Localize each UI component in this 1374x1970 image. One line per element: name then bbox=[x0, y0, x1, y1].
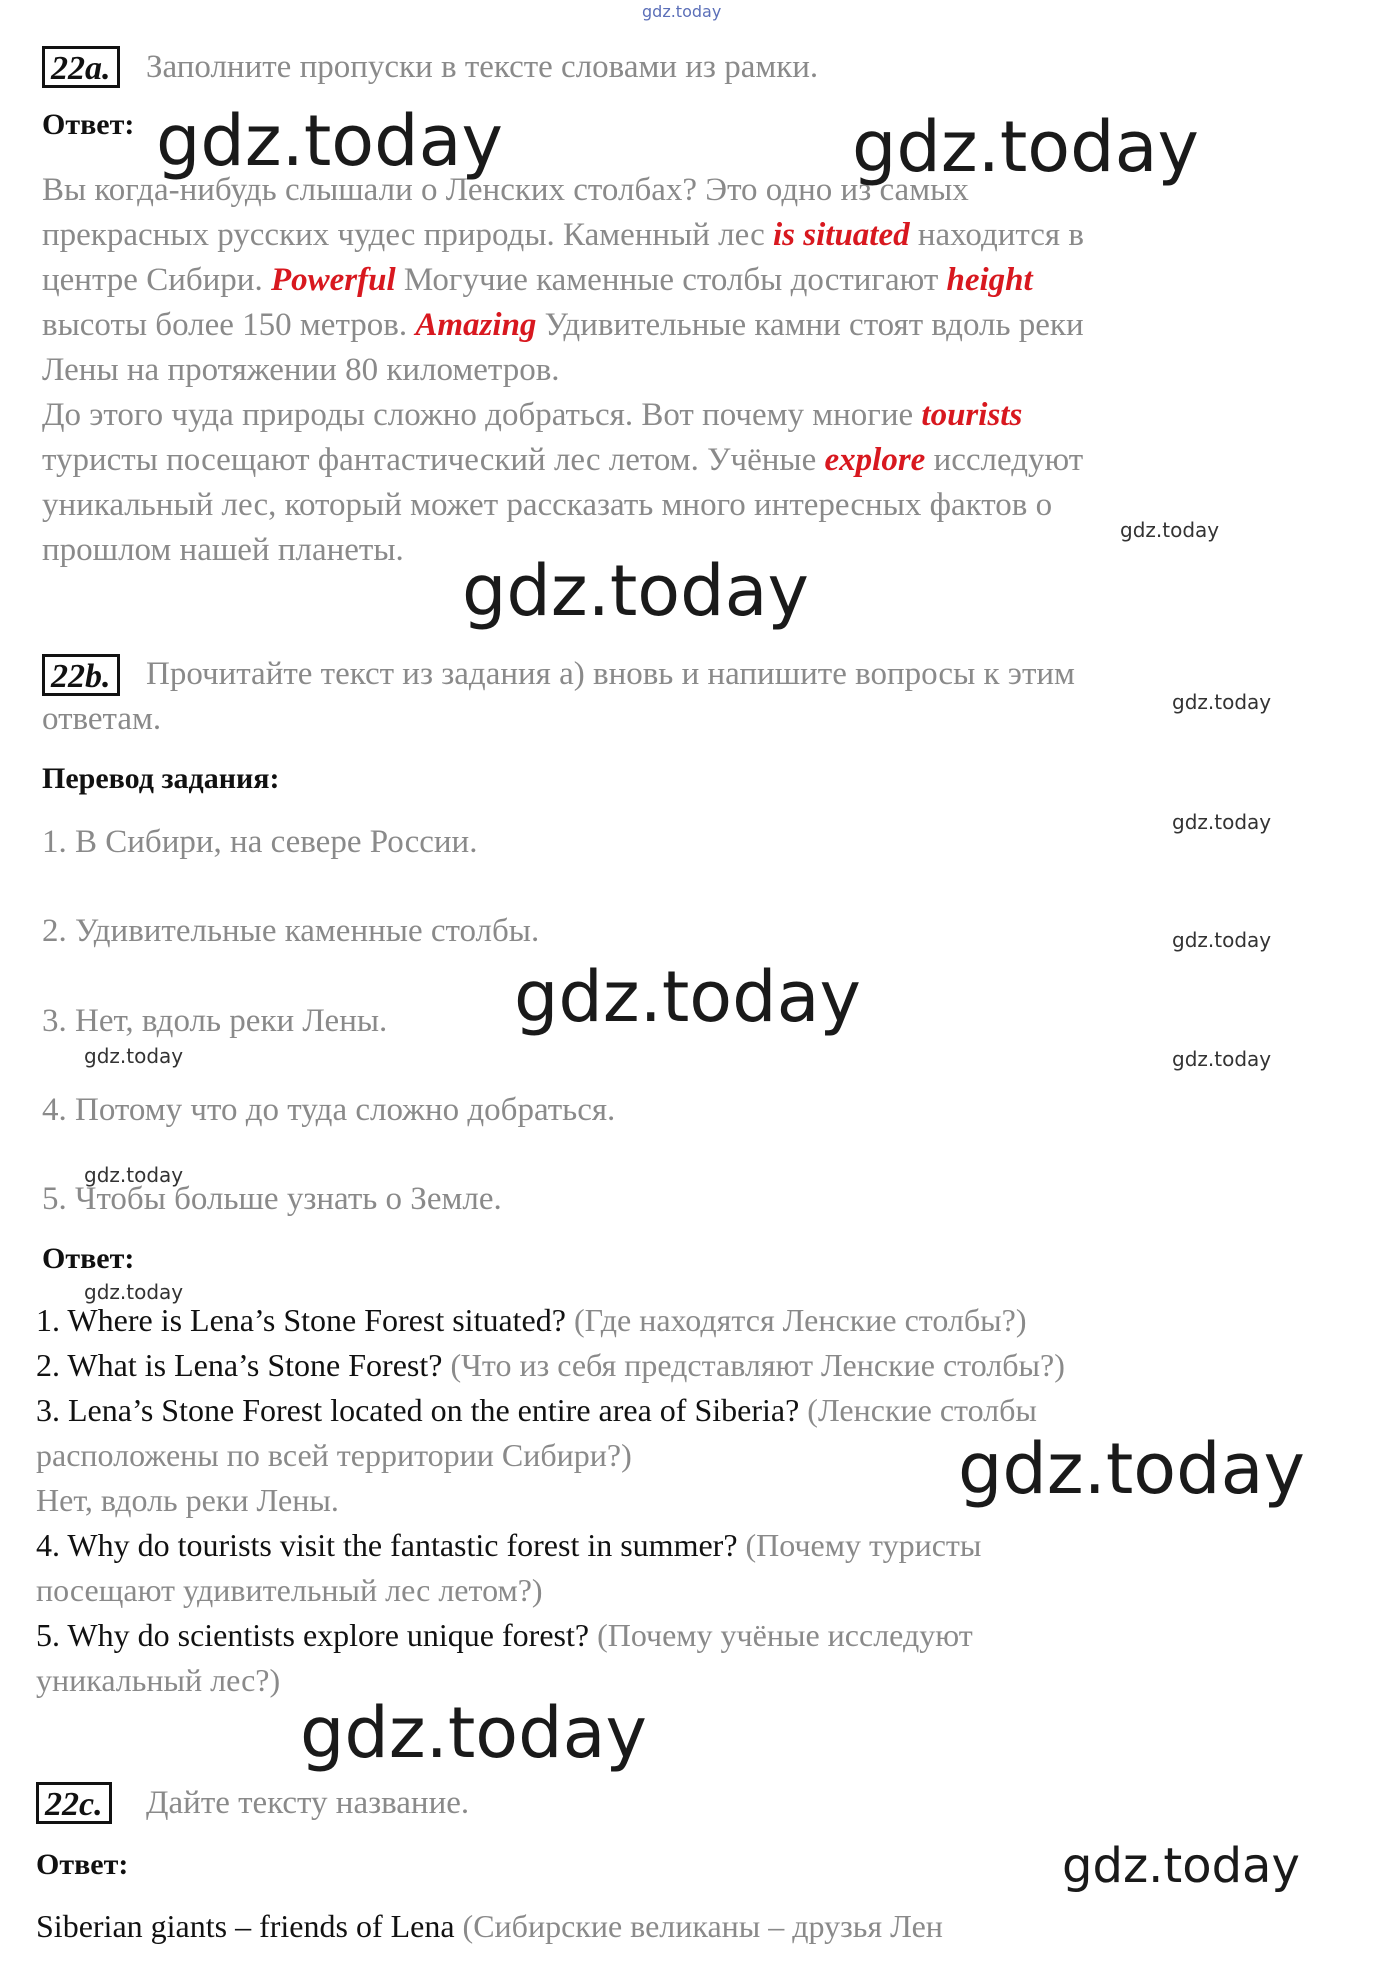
answer-line bbox=[36, 1568, 543, 1613]
watermark-large: gdz.today bbox=[1062, 1838, 1300, 1894]
watermark-small: gdz.today bbox=[1172, 928, 1272, 952]
task-22a-line bbox=[42, 303, 1084, 348]
text-segment: (Что из себя представляют Ленские столбы?) bbox=[450, 1347, 1065, 1383]
text-segment: высоты более 150 метров. bbox=[42, 307, 416, 343]
watermark-small: gdz.today bbox=[1172, 1047, 1272, 1071]
text-segment: уникальный лес, который может рассказать много интересных фактов о bbox=[42, 487, 1053, 523]
text-segment: находится в bbox=[909, 217, 1084, 253]
text-segment: посещают удивительный лес летом?) bbox=[36, 1572, 543, 1608]
text-segment: исследуют bbox=[925, 442, 1084, 478]
translation-item-2: 2. Удивительные каменные столбы. bbox=[42, 913, 540, 949]
text-segment: прошлом нашей планеты. bbox=[42, 532, 404, 568]
task-22b-instruction-line2: ответам. bbox=[42, 701, 162, 737]
top-watermark: gdz.today bbox=[642, 2, 722, 21]
text-segment: (Ленские столбы bbox=[807, 1392, 1037, 1428]
text-segment: расположены по всей территории Сибири?) bbox=[36, 1437, 632, 1473]
text-segment: прекрасных русских чудес природы. Каменный лес bbox=[42, 217, 774, 253]
text-segment: Могучие каменные столбы достигают bbox=[395, 262, 947, 298]
translation-item-4: 4. Потому что до туда сложно добраться. bbox=[42, 1092, 616, 1128]
task-22a-line bbox=[42, 348, 560, 393]
inserted-word: Powerful bbox=[270, 262, 396, 298]
translation-item-3: 3. Нет, вдоль реки Лены. bbox=[42, 1003, 388, 1039]
text-segment: 4. Why do tourists visit the fantastic forest in summer? bbox=[36, 1527, 746, 1563]
inserted-word: tourists bbox=[921, 397, 1023, 433]
watermark-large: gdz.today bbox=[156, 100, 503, 182]
text-segment: Удивительные камни стоят вдоль реки bbox=[536, 307, 1084, 343]
text-segment: 3. Lena’s Stone Forest located on the entire area of Siberia? bbox=[36, 1392, 808, 1428]
text-segment: 1. Where is Lena’s Stone Forest situated? bbox=[36, 1302, 574, 1338]
answer-line bbox=[36, 1388, 1037, 1433]
task-22a-line bbox=[42, 393, 1022, 438]
task-22b-answer-label: Ответ: bbox=[42, 1242, 135, 1275]
translation-item-1: 1. В Сибири, на севере России. bbox=[42, 824, 478, 860]
watermark-small: gdz.today bbox=[84, 1044, 184, 1068]
text-segment: До этого чуда природы сложно добраться. Вот почему многие bbox=[42, 397, 922, 433]
answer-line bbox=[36, 1658, 280, 1703]
inserted-word: is situated bbox=[773, 217, 910, 253]
task-22b-instruction-line1: Прочитайте текст из задания а) вновь и напишите вопросы к этим bbox=[146, 656, 1075, 692]
watermark-small: gdz.today bbox=[1172, 810, 1272, 834]
text-segment: Вы когда-нибудь слышали о Ленских столбах? Это одно из самых bbox=[42, 172, 969, 208]
answer-line bbox=[36, 1478, 339, 1523]
task-22b-translation-label: Перевод задания: bbox=[42, 762, 280, 795]
text-segment: (Почему туристы bbox=[745, 1527, 982, 1563]
watermark-large: gdz.today bbox=[852, 106, 1199, 188]
task-22a-answer-label: Ответ: bbox=[42, 108, 135, 141]
text-segment: туристы посещают фантастический лес летом. Учёные bbox=[42, 442, 825, 478]
text-segment: (Сибирские великаны – друзья Лен bbox=[462, 1908, 943, 1944]
text-segment: 5. Why do scientists explore unique forest? bbox=[36, 1617, 598, 1653]
task-22a-instruction: Заполните пропуски в тексте словами из рамки. bbox=[146, 49, 819, 85]
watermark-small: gdz.today bbox=[84, 1280, 184, 1304]
watermark-large: gdz.today bbox=[300, 1692, 647, 1774]
task-22a-number: 22a. bbox=[42, 46, 120, 88]
inserted-word: explore bbox=[824, 442, 926, 478]
text-segment: 2. What is Lena’s Stone Forest? bbox=[36, 1347, 451, 1383]
text-segment: Нет, вдоль реки Лены. bbox=[36, 1482, 339, 1518]
text-segment: Лены на протяжении 80 километров. bbox=[42, 352, 560, 388]
inserted-word: Amazing bbox=[415, 307, 537, 343]
watermark-small: gdz.today bbox=[84, 1163, 184, 1187]
task-22a-line bbox=[42, 528, 404, 573]
task-22c-number: 22c. bbox=[36, 1782, 112, 1824]
watermark-small: gdz.today bbox=[1120, 518, 1220, 542]
task-22c-instruction: Дайте тексту название. bbox=[146, 1785, 470, 1821]
text-segment: (Почему учёные исследуют bbox=[597, 1617, 973, 1653]
text-segment: центре Сибири. bbox=[42, 262, 271, 298]
task-22c-answer-label: Ответ: bbox=[36, 1848, 129, 1881]
answer-line bbox=[36, 1298, 1027, 1343]
task-22a-line bbox=[42, 438, 1083, 483]
text-segment: уникальный лес?) bbox=[36, 1662, 281, 1698]
task-22a-line bbox=[42, 483, 1052, 528]
task-22b-number: 22b. bbox=[42, 654, 120, 696]
task-22a-line bbox=[42, 258, 1033, 303]
answer-line bbox=[36, 1343, 1065, 1388]
watermark-large: gdz.today bbox=[514, 956, 861, 1038]
task-22a-line bbox=[42, 213, 1084, 258]
watermark-large: gdz.today bbox=[958, 1428, 1305, 1510]
answer-line bbox=[36, 1523, 981, 1568]
answer-line bbox=[36, 1433, 632, 1478]
translation-item-5: 5. Чтобы больше узнать о Земле. bbox=[42, 1181, 502, 1217]
task-22c-answer bbox=[36, 1904, 943, 1949]
watermark-large: gdz.today bbox=[462, 550, 809, 632]
text-segment: (Где находятся Ленские столбы?) bbox=[573, 1302, 1027, 1338]
text-segment: Siberian giants – friends of Lena bbox=[36, 1908, 463, 1944]
answer-line bbox=[36, 1613, 973, 1658]
inserted-word: height bbox=[946, 262, 1033, 298]
watermark-small: gdz.today bbox=[1172, 690, 1272, 714]
